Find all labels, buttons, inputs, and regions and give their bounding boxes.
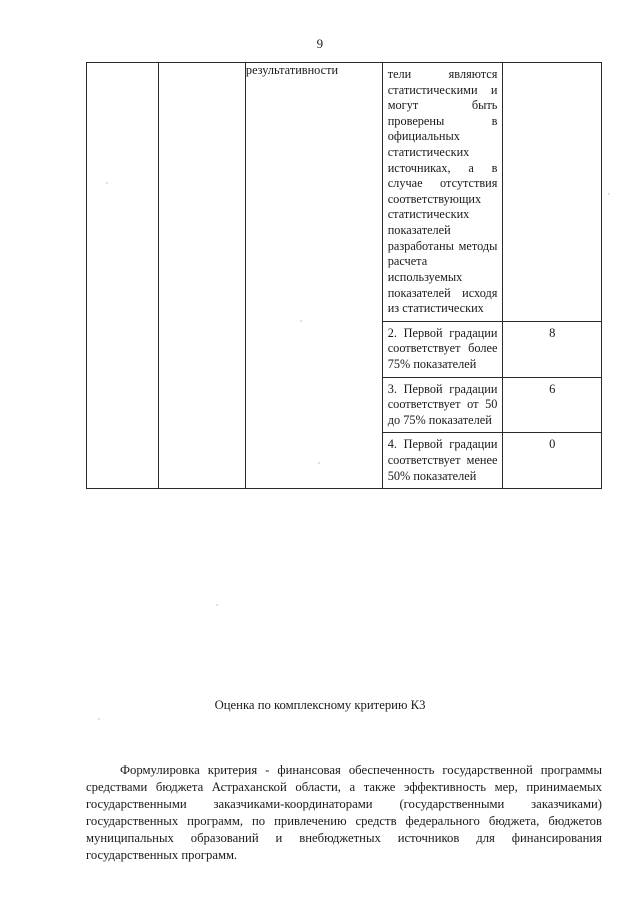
scan-speck [98, 718, 100, 720]
criteria-table [86, 62, 602, 489]
scan-speck [608, 193, 610, 195]
table-cell-criterion-3: 3. Первой градации соответствует от 50 до 75% показателей [382, 377, 503, 433]
table-cell-column-a [87, 63, 159, 489]
scan-speck [318, 462, 320, 464]
table-cell-score-3: 6 [503, 377, 602, 433]
table-cell-criterion-2: 2. Первой градации соответствует более 75% показателей [382, 321, 503, 377]
table-cell-criterion-4: 4. Первой градации соответствует менее 50% показателей [382, 433, 503, 489]
table-cell-score-4: 0 [503, 433, 602, 489]
table-cell-criterion-1: тели являются статистическими и могут быть проверены в официальных статистических источниках, а в случае отсутствия соответствующих статистических показателей разработаны методы расчета используемых показателей исходя из статистических [382, 63, 503, 322]
table-cell-score-2: 8 [503, 321, 602, 377]
body-paragraph: Формулировка критерия - финансовая обеспеченность государственной программы средствами бюджета Астраханской области, а также эффективность мер, принимаемых государственными заказчиками-координаторами (государственными заказчиками) государственных программ, по привлечению средств федерального бюджета, бюджетов муниципальных образований и внебюджетных источников для финансирования государственных программ. [86, 763, 602, 863]
scan-speck [106, 182, 108, 184]
scan-speck [216, 604, 218, 606]
table-cell-column-b [159, 63, 246, 489]
table-cell-score-1 [503, 63, 602, 322]
table-cell-indicator-name: результативности [245, 63, 382, 489]
section-caption: Оценка по комплексному критерию К3 [214, 698, 426, 712]
page-number: 9 [316, 36, 324, 51]
table-row [87, 63, 602, 322]
scan-speck [300, 320, 302, 322]
